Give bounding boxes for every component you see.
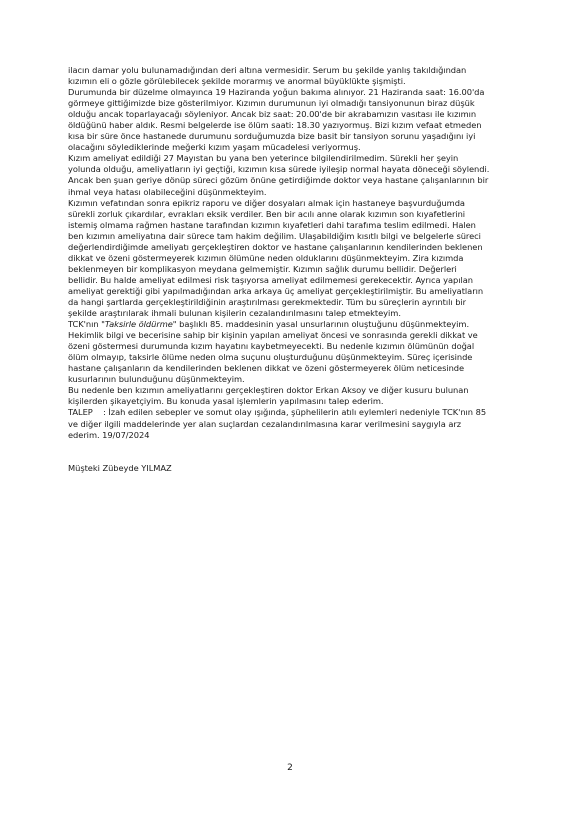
text-line: değerlendirdiğimde ameliyatı gerçekleştiren doktor ve hastane çalışanlarının kendilerinden beklenen [68, 241, 483, 252]
text-line: TALEP : İzah edilen sebepler ve somut olay ışığında, şüphelilerin atılı eylemleri nedeniyle TCK'nın 85 [68, 407, 487, 418]
signature-line: Müşteki Zübeyde YILMAZ [68, 462, 172, 473]
text-line: da hangi şartlarda gerçekleştirildiğinin araştırılması gerekmektedir. Tüm bu süreçlerin ayrıntılı bir [68, 296, 467, 307]
text-line: görmeye gittiğimizde bize gösterilmiyor. Kızımın durumunun iyi olmadığı tansiyonunun biraz düşük [68, 98, 475, 109]
text-line: hastane çalışanların da kendilerinden beklenen dikkat ve özeni göstermeyerek ölüm neticesinde [68, 363, 465, 374]
text-line: yolunda olduğu, ameliyatların iyi geçtiği, kızımın kısa sürede iyileşip normal hayata döneceği söylendi. [68, 164, 490, 175]
page-number: 2 [287, 763, 293, 773]
text-line: öldüğünü haber aldık. Resmi belgelerde ise ölüm saati: 18.30 yazıyormuş. Bizi kızım vefaat etmeden [68, 120, 482, 131]
text-line: olacağını söylediklerinde meğerki kızım yaşam mücadelesi veriyormuş. [68, 142, 361, 153]
text-line: ben kızımın ameliyatına dair sürece tam hakim değilim. Ulaşabildiğim kısıtlı bilgi ve belgelerle süreci [68, 230, 481, 241]
spacer [68, 441, 516, 463]
text-line: kişilerden şikayetçiyim. Bu konuda yasal işlemlerin yapılmasını talep ederim. [68, 396, 384, 407]
text-line: olduğu ancak toparlayacağı söyleniyor. Ancak biz saat: 20.00'de bir akrabamızın vasıtası ile kızımın [68, 109, 477, 120]
text-line: istemiş olmama rağmen hastane tarafından kızımın kıyafetleri dahi tarafıma teslim edilmedi. Halen [68, 219, 476, 230]
text-line: Durumunda bir düzelme olmayınca 19 Haziranda yoğun bakıma alınıyor. 21 Haziranda saat: 16.00'da [68, 87, 485, 98]
text-line: özeni göstermesi durumunda kızım hayatını kaybetmeyecekti. Bu nedenle kızımın ölümünün doğal [68, 341, 475, 352]
text-line: şekilde araştırılarak ihmali bulunan kişilerin cezalandırılmasını talep etmekteyim. [68, 308, 401, 319]
text-line: ölüm olmayıp, taksirle ölüme neden olma suçunu oluşturduğunu düşünmekteyim. Süreç içerisinde [68, 352, 473, 363]
text-line: dikkat ve özeni göstermeyerek kızımın ölümüne neden olduklarını düşünmekteyim. Zira kızımda [68, 252, 464, 263]
text-line: Kızımın vefatından sonra epikriz raporu ve diğer dosyaları almak için hastaneye başvurduğumda [68, 197, 465, 208]
text-line: beklenmeyen bir komplikasyon meydana gelmemiştir. Kızımın sağlık durumu bellidir. Değerleri [68, 263, 457, 274]
text-line: Kızım ameliyat edildiği 27 Mayıstan bu yana ben yeterince bilgilendirilmedim. Sürekli her şeyin [68, 153, 459, 164]
text-line: ve diğer ilgili maddelerinde yer alan suçlardan cezalandırılmasına karar verilmesini saygıyla arz [68, 418, 462, 429]
text-line: sürekli zorluk çıkardılar, evrakları eksik verdiler. Ben bir acılı anne olarak kızımın son kıyafetlerini [68, 208, 466, 219]
tck-prefix: TCK'nın [68, 319, 102, 330]
text-line: kusurlarının bulunduğunu düşünmekteyim. [68, 374, 245, 385]
text-line: ameliyat gerektiği gibi yapılmadığından arka arkaya üç ameliyat gerçekleştirilmiştir. Bu ameliyatların [68, 285, 484, 296]
text-line: Hekimlik bilgi ve becerisine sahip bir kişinin yapılan ameliyat öncesi ve sonrasında gerekli dikkat ve [68, 330, 478, 341]
tck-suffix: başlıklı 85. maddesinin yasal unsurlarının oluştuğunu düşünmekteyim. [176, 319, 470, 330]
tck-article-title: "Taksirle öldürme" [101, 319, 177, 330]
text-line: kızımın eli o gözle görülebilecek şekilde morarmış ve anormal büyüklükte şişmişti. [68, 76, 406, 87]
petition-body [68, 65, 516, 474]
text-line: ilacın damar yolu bulunamadığından deri altına vermesidir. Serum bu şekilde yanlış takıldığından [68, 65, 467, 75]
text-line: ederim. 19/07/2024 [68, 429, 150, 440]
text-line: bellidir. Bu halde ameliyat edilmesi risk taşıyorsa ameliyat edilmemesi gerekecektir. Ayrıca yapılan [68, 274, 474, 285]
text-line: kısa bir süre önce hastanede durumunu sorduğumuzda bize basit bir tansiyon sorunu yaşadığını iyi [68, 131, 476, 142]
text-line: Bu nedenle ben kızımın ameliyatlarını gerçekleştiren doktor Erkan Aksoy ve diğer kusuru bulunan [68, 385, 469, 396]
text-line: Ancak ben şuan geriye dönüp süreci gözüm önüne getirdiğimde doktor veya hastane çalışanlarının bir [68, 175, 489, 186]
text-line: ihmal veya hatası olabileceğini düşünmekteyim. [68, 186, 267, 197]
text-line-tck [68, 319, 516, 330]
